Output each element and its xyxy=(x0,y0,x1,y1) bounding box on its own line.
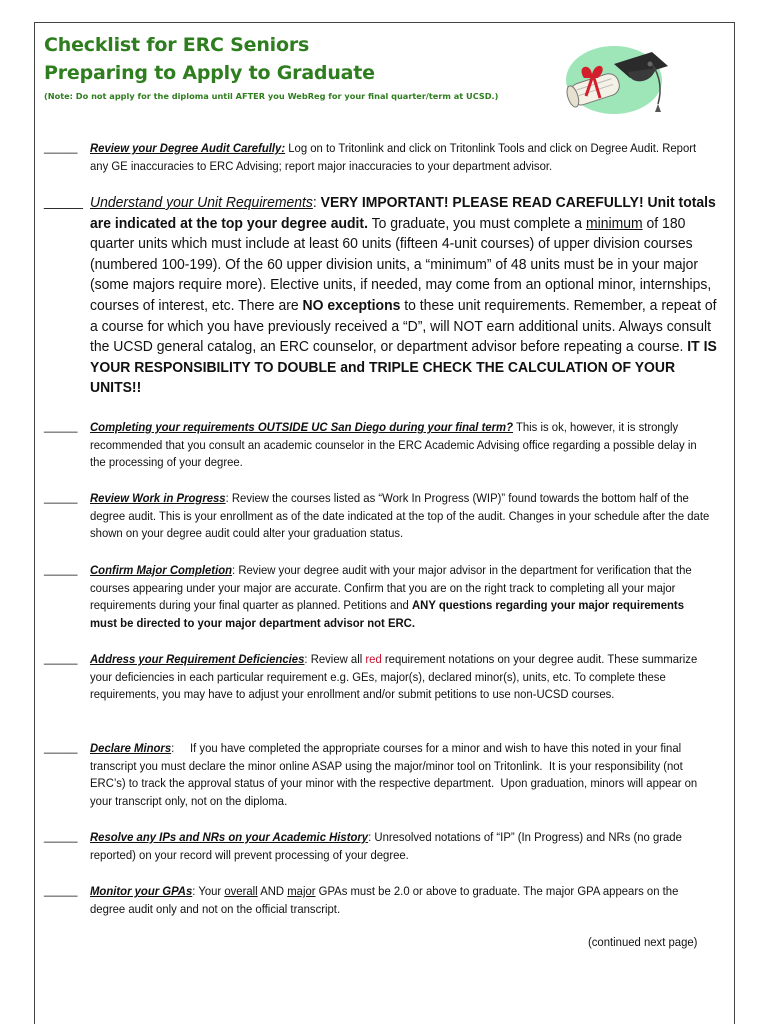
item-body: To graduate, you must complete a xyxy=(367,214,586,232)
item-body: : Review all xyxy=(304,652,366,666)
item-bold-text: ANY questions regarding your major requirements must be directed to your major department advisor not ERC. xyxy=(90,598,685,630)
item-underlined-text: overall xyxy=(224,884,258,898)
item-body: : xyxy=(312,194,321,211)
item-heading: Confirm Major Completion xyxy=(90,563,233,577)
item-heading: Understand your Unit Requirements xyxy=(90,194,313,211)
item-text xyxy=(90,490,712,543)
checkbox-blank: _____ xyxy=(44,490,78,504)
item-heading: Completing your requirements OUTSIDE UC San Diego during your final term? xyxy=(90,420,514,434)
item-text xyxy=(90,419,712,472)
item-body: : Review your degree audit with your major advisor in the department for verification that the courses appearing under your major are accurate. Confirm that you are on the right track to completing all your major requirements during your final quarter as planned. Petitions and xyxy=(90,563,692,613)
item-body: requirement notations on your degree audit. These summarize your deficiencies in each particular requirement e.g. GEs, major(s), declared minor(s), units, etc. To complete these requirements, you may have to adjust your enrollment and/or submit petitions to use non-UCSD courses. xyxy=(90,652,698,702)
item-bold-text: NO exceptions xyxy=(302,296,401,314)
checkbox-blank: _____ xyxy=(44,562,78,576)
item-text xyxy=(90,829,712,864)
item-underlined-text: major xyxy=(287,884,316,898)
item-text xyxy=(90,883,712,918)
item-body: of 180 quarter units which must include at least 60 units (fifteen 4-unit courses) of upper division courses (numbered 100-199). Of the 60 upper division units, a “minimum” of 48 units must be in your major (some majors require more). Elective units, if needed, may come from an optional minor, internships, courses of interest, etc. There are xyxy=(90,214,712,314)
item-heading: Resolve any IPs and NRs on your Academic History xyxy=(90,830,369,844)
item-text xyxy=(90,193,723,399)
item-body: GPAs must be 2.0 or above to graduate. The major GPA appears on the degree audit only and not on the official transcript. xyxy=(90,884,679,916)
item-text xyxy=(90,740,712,810)
item-body: Log on to Tritonlink and click on Tritonlink Tools and click on Degree Audit. Report any GE inaccuracies to ERC Advising; report major inaccuracies to your department advisor. xyxy=(90,141,697,173)
page-title-line-2: Preparing to Apply to Graduate xyxy=(44,62,375,84)
item-heading: Review Work in Progress xyxy=(90,491,226,505)
item-red-text: red xyxy=(365,652,382,666)
item-bold-text: IT IS YOUR RESPONSIBILITY TO DOUBLE and TRIPLE CHECK THE CALCULATION OF YOUR UNITS!! xyxy=(90,338,717,397)
graduation-cap-diploma-illustration xyxy=(556,38,676,124)
item-heading: Declare Minors xyxy=(90,741,172,755)
checkbox-blank: _____ xyxy=(44,883,78,897)
checkbox-blank: _____ xyxy=(44,419,78,433)
item-text xyxy=(90,562,712,632)
item-body: : Your xyxy=(192,884,225,898)
checkbox-blank: _____ xyxy=(44,193,83,209)
item-heading: Monitor your GPAs xyxy=(90,884,193,898)
page-title-line-1: Checklist for ERC Seniors xyxy=(44,34,310,56)
checkbox-blank: _____ xyxy=(44,140,78,154)
item-underlined-text: minimum xyxy=(585,214,643,232)
diploma-note: (Note: Do not apply for the diploma until AFTER you WebReg for your final quarter/term at UCSD.) xyxy=(44,91,499,101)
item-heading: Address your Requirement Deficiencies xyxy=(90,652,305,666)
checkbox-blank: _____ xyxy=(44,740,78,754)
item-body: : If you have completed the appropriate courses for a minor and wish to have this noted in your final transcript you must declare the minor online ASAP using the major/minor tool on Tritonlink. It is your responsibility (not ERC’s) to track the approval status of your minor with the respective department. Upon graduation, minors will appear on your transcript only, not on the diploma. xyxy=(90,741,701,808)
item-text xyxy=(90,140,712,175)
continued-next-page: (continued next page) xyxy=(588,935,698,949)
item-body: : Unresolved notations of “IP” (In Progress) and NRs (no grade reported) on your record will prevent processing of your degree. xyxy=(90,830,682,862)
item-heading: Review your Degree Audit Carefully: xyxy=(90,141,286,155)
checkbox-blank: _____ xyxy=(44,829,78,843)
item-text xyxy=(90,651,712,704)
item-body: AND xyxy=(257,884,288,898)
item-body: to these unit requirements. Remember, a repeat of a course for which you have previously received a “D”, will NOT earn additional units. Always consult the UCSD general catalog, an ERC counselor, or department advisor before repeating a course. xyxy=(90,296,717,356)
checkbox-blank: _____ xyxy=(44,651,78,665)
item-body: : Review the courses listed as “Work In Progress (WIP)” found towards the bottom half of the degree audit. This is your enrollment as of the date indicated at the top of the audit. Changes in your schedule after the date shown on your degree audit could alter your graduation status. xyxy=(90,491,710,541)
item-body: This is ok, however, it is strongly recommended that you consult an academic counselor in the ERC Academic Advising office regarding a possible delay in the processing of your degree. xyxy=(90,420,697,470)
item-bold-text: VERY IMPORTANT! PLEASE READ CAREFULLY! Unit totals are indicated at the top your degree audit. xyxy=(90,194,716,232)
